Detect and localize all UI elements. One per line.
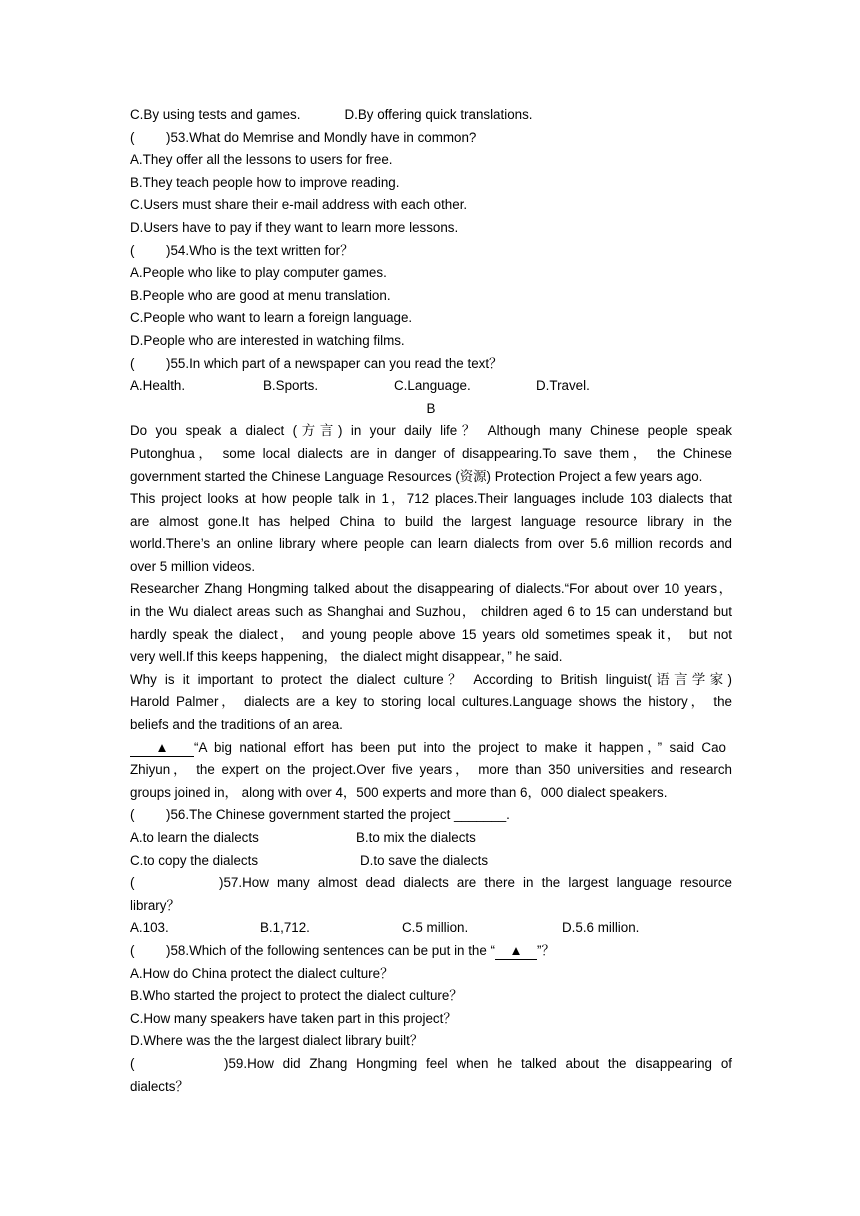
q57-option-d: D.5.6 million. <box>562 920 640 936</box>
q55-option-c: C.Language. <box>394 378 471 394</box>
q56-options-ab <box>130 827 732 850</box>
q59-question-line1 <box>130 1053 732 1076</box>
passage-p4-line3: beliefs and the traditions of an area. <box>130 717 343 733</box>
passage-p5-text: “A big national effort has been put into the project to make it happen，” said Cao <box>194 739 726 755</box>
answer-paren: ( <box>130 1055 135 1071</box>
q52-option-c: C.By using tests and games. <box>130 107 301 122</box>
q53-text: )53.What do Memrise and Mondly have in common? <box>166 129 477 145</box>
passage-p4-line1: Why is it important to protect the dialect culture？ According to British linguist(语言学家) <box>130 671 732 687</box>
q53-option-c: C.Users must share their e-mail address with each other. <box>130 197 468 213</box>
answer-paren: ( <box>130 355 135 371</box>
q55-text: )55.In which part of a newspaper can you read the text？ <box>166 355 503 371</box>
q56-options-cd <box>130 850 732 873</box>
q58-tail: ”？ <box>537 942 555 958</box>
q58-blank: ▲ <box>495 943 537 960</box>
q59-question-line2: dialects？ <box>130 1078 189 1094</box>
q57-options <box>130 917 732 940</box>
q57-text: )57.How many almost dead dialects are there in the largest language resource <box>219 875 732 891</box>
passage-p3-line2: in the Wu dialect areas such as Shanghai and Suzhou， children aged 6 to 15 can understand but <box>130 604 732 620</box>
passage-blank: ▲ <box>130 740 194 757</box>
q56-question <box>130 804 732 827</box>
passage-p3-line3: hardly speak the dialect， and young people above 15 years old sometimes speak it， but not <box>130 626 732 642</box>
answer-paren: ( <box>130 942 135 958</box>
q55-option-d: D.Travel. <box>536 378 590 394</box>
q56-option-a: A.to learn the dialects <box>130 830 259 845</box>
passage-p2-line2: are almost gone.It has helped China to build the largest language resource library in the <box>130 513 732 529</box>
answer-paren: ( <box>130 242 135 258</box>
passage-p3-line1: Researcher Zhang Hongming talked about the disappearing of dialects.“For about over 10 years， <box>130 581 732 597</box>
q56-text: )56.The Chinese government started the project _______. <box>166 807 510 823</box>
passage-p2-line3: world.There’s an online library where people can learn dialects from over 5.6 million records and <box>130 536 732 552</box>
q57-option-a: A.103. <box>130 920 169 936</box>
document-page <box>130 104 732 1098</box>
answer-paren: ( <box>130 807 135 823</box>
passage-p1-line3: government started the Chinese Language Resources (资源) Protection Project a few years ago. <box>130 468 703 484</box>
answer-paren: ( <box>130 875 135 891</box>
answer-paren: ( <box>130 129 135 145</box>
passage-p5-line2: Zhiyun， the expert on the project.Over five years， more than 350 universities and research <box>130 762 732 778</box>
passage-p4-line2: Harold Palmer， dialects are a key to storing local cultures.Language shows the history， the <box>130 694 732 710</box>
q58-option-b: B.Who started the project to protect the dialect culture？ <box>130 988 463 1004</box>
q52-options-cd <box>130 104 732 127</box>
q54-option-b: B.People who are good at menu translation. <box>130 287 391 303</box>
passage-p5-line3: groups joined in， along with over 4，500 experts and more than 6，000 dialect speakers. <box>130 784 668 800</box>
q58-question <box>130 940 732 963</box>
q53-option-b: B.They teach people how to improve reading. <box>130 174 400 190</box>
q54-option-a: A.People who like to play computer games. <box>130 265 387 281</box>
q55-question <box>130 353 732 376</box>
q56-option-b: B.to mix the dialects <box>356 830 476 845</box>
q57-option-b: B.1,712. <box>260 920 310 936</box>
passage-p2-line4: over 5 million videos. <box>130 558 256 574</box>
q55-options <box>130 375 732 398</box>
q57-question-line1 <box>130 872 732 895</box>
q58-option-a: A.How do China protect the dialect culture？ <box>130 965 394 981</box>
q54-question <box>130 240 732 263</box>
q57-question-line2: library？ <box>130 897 180 913</box>
q53-option-d: D.Users have to pay if they want to learn more lessons. <box>130 219 459 235</box>
q59-text: )59.How did Zhang Hongming feel when he talked about the disappearing of <box>224 1055 732 1071</box>
q53-option-a: A.They offer all the lessons to users for free. <box>130 152 393 168</box>
q58-option-c: C.How many speakers have taken part in this project？ <box>130 1010 457 1026</box>
q58-text: )58.Which of the following sentences can be put in the “ <box>166 942 496 958</box>
section-heading-b: B <box>426 400 436 416</box>
q56-option-d: D.to save the dialects <box>360 852 489 868</box>
q57-option-c: C.5 million. <box>402 920 469 936</box>
passage-p3-line4: very well.If this keeps happening， the dialect might disappear，” he said. <box>130 649 563 665</box>
q54-text: )54.Who is the text written for？ <box>166 242 354 258</box>
q56-option-c: C.to copy the dialects <box>130 852 259 868</box>
q52-option-d: D.By offering quick translations. <box>344 107 533 122</box>
q54-option-c: C.People who want to learn a foreign language. <box>130 310 413 326</box>
q55-option-a: A.Health. <box>130 378 186 394</box>
q54-option-d: D.People who are interested in watching films. <box>130 332 405 348</box>
passage-p5-line1 <box>130 737 732 760</box>
passage-p2-line1: This project looks at how people talk in 1，712 places.Their languages include 103 dialects that <box>130 491 732 507</box>
passage-p1-line1: Do you speak a dialect (方言) in your daily life？ Although many Chinese people speak <box>130 423 732 439</box>
q58-option-d: D.Where was the the largest dialect library built？ <box>130 1033 424 1049</box>
q55-option-b: B.Sports. <box>263 378 319 394</box>
q53-question <box>130 127 732 150</box>
passage-p1-line2: Putonghua， some local dialects are in danger of disappearing.To save them， the Chinese <box>130 445 732 461</box>
